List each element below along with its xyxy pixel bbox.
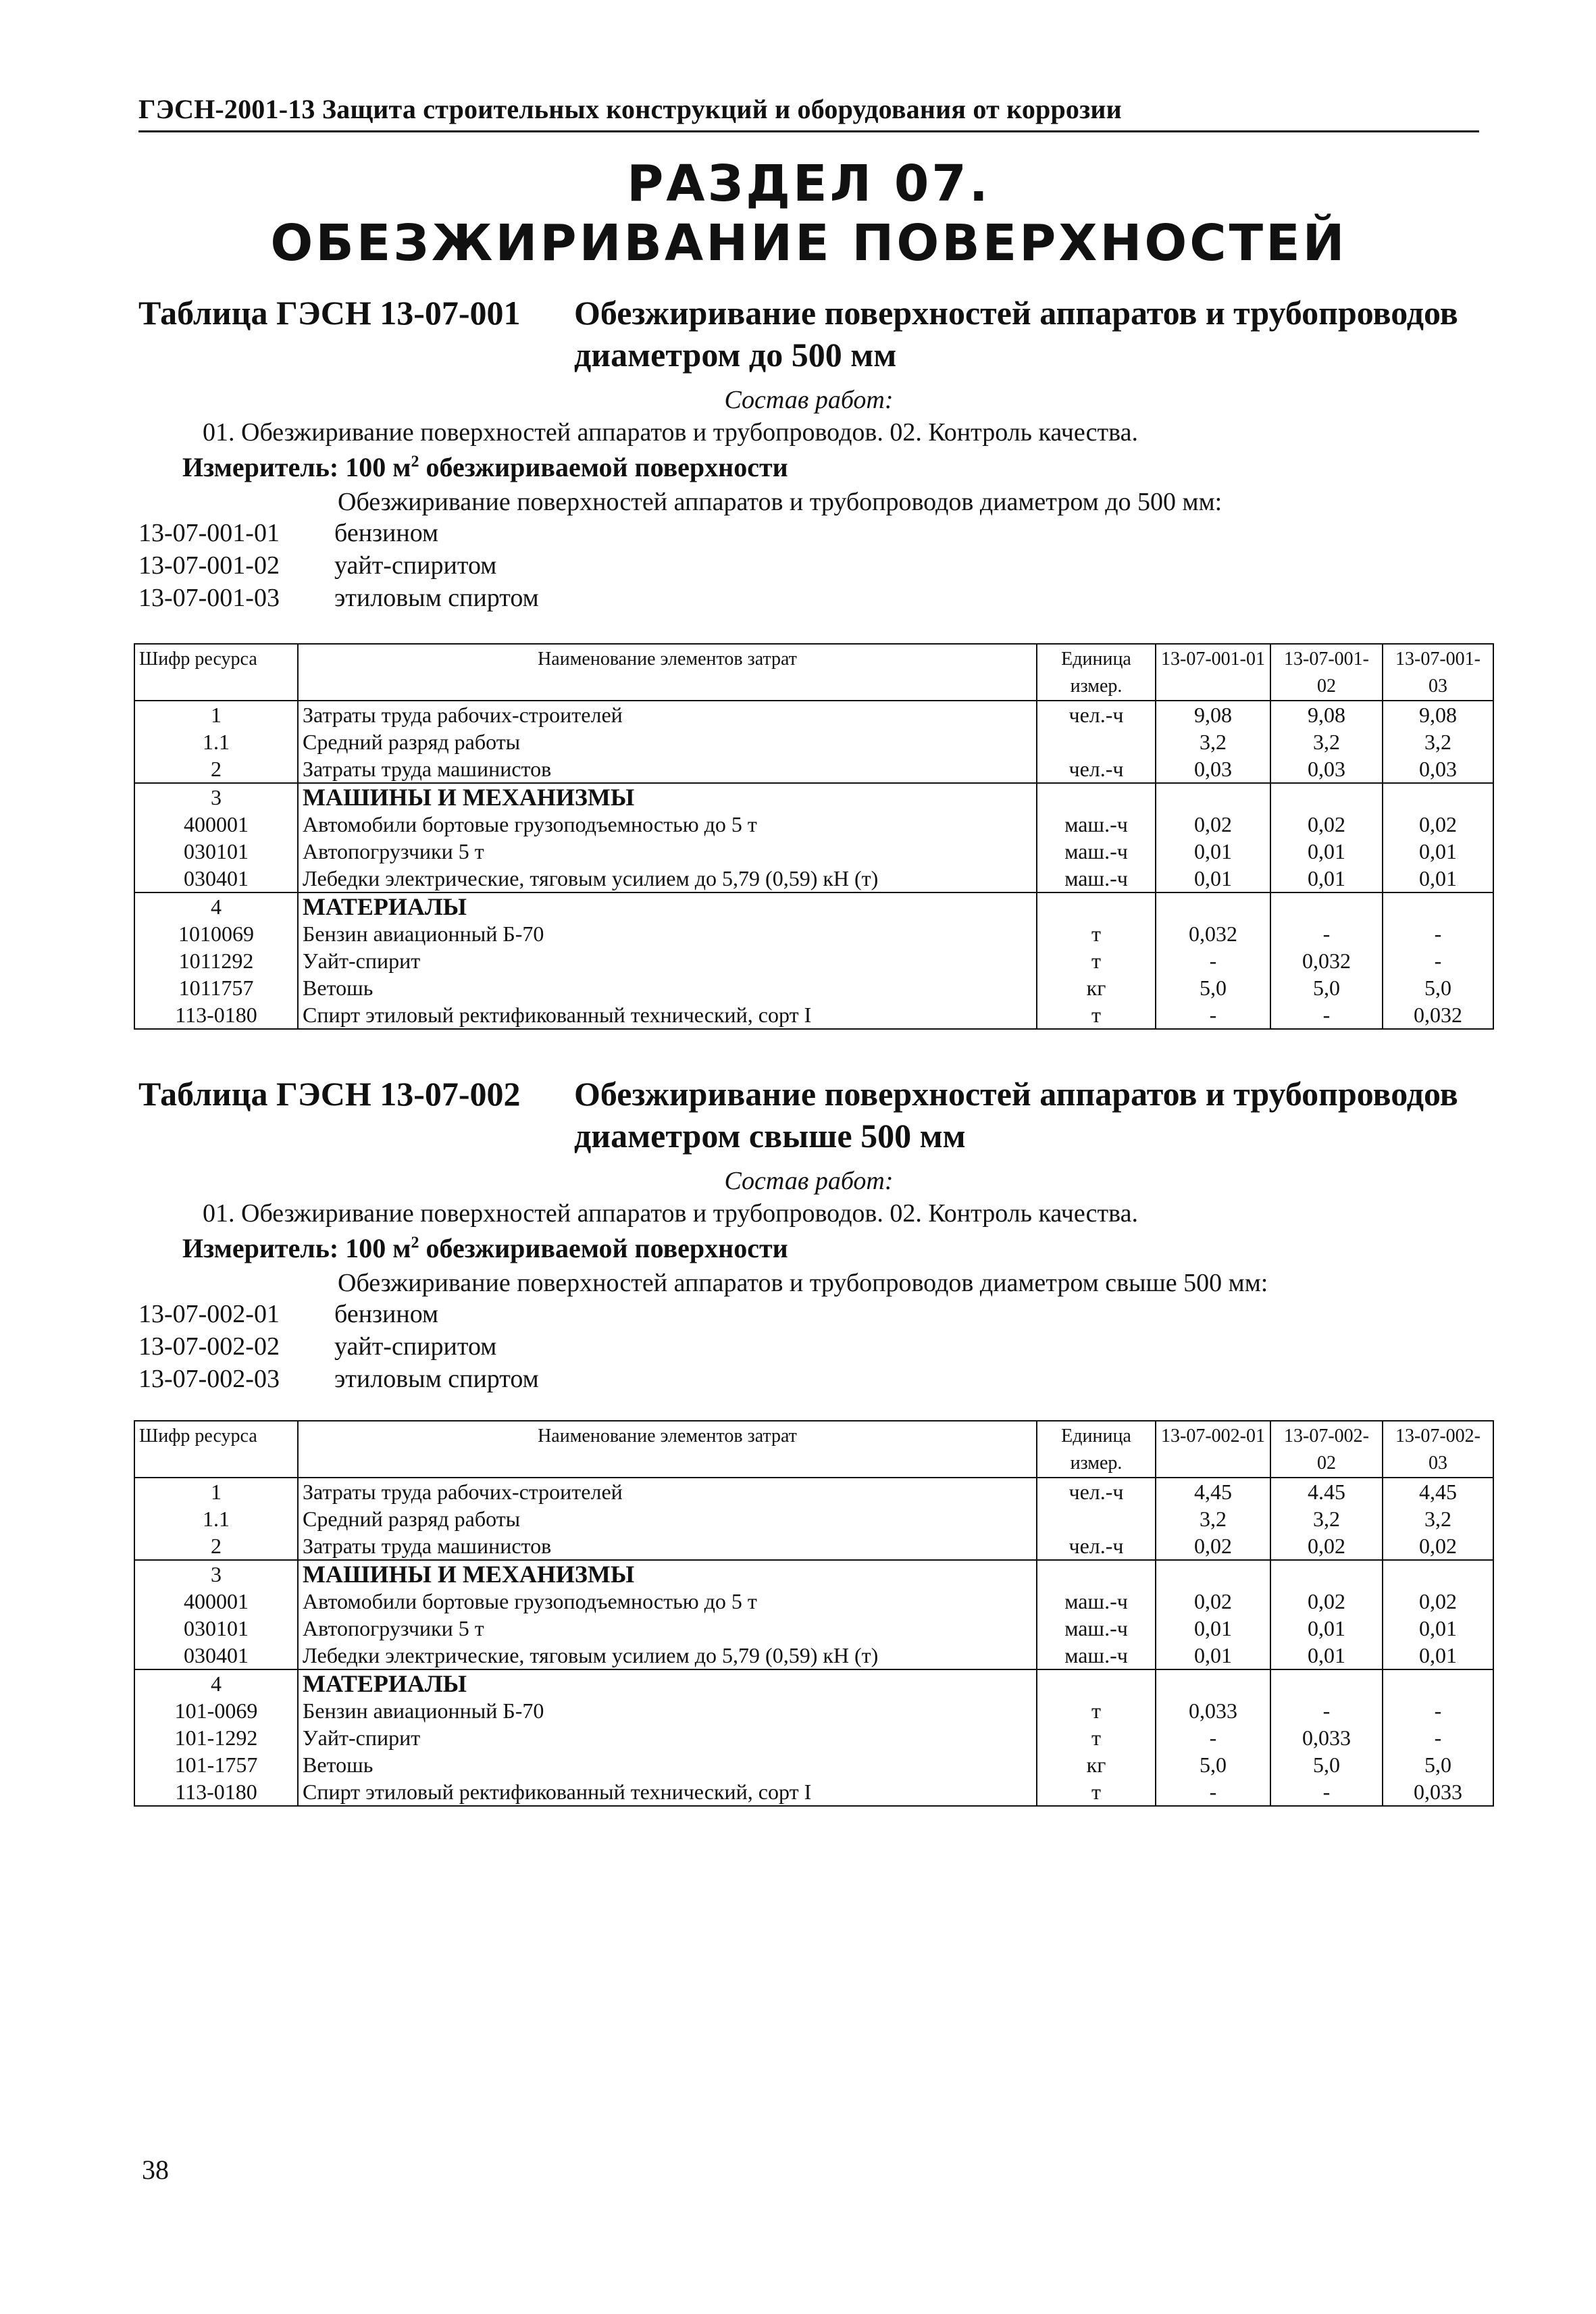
cell-name: Спирт этиловый ректификованный технический, сорт I: [298, 1778, 1037, 1806]
table-row: [134, 1505, 1493, 1532]
variant-code: 13-07-001-02: [138, 551, 280, 580]
cell-value: 0,01: [1270, 1615, 1383, 1642]
table-2-variant: [138, 1298, 1479, 1330]
cell-unit: маш.-ч: [1037, 1615, 1156, 1642]
cell-value: 3,2: [1383, 728, 1493, 755]
cell-value: 0,01: [1383, 865, 1493, 892]
variant-name: этиловым спиртом: [334, 584, 539, 612]
cell-name: Средний разряд работы: [298, 728, 1037, 755]
cell-value: -: [1383, 947, 1493, 974]
table-section-row: [134, 892, 1493, 920]
cell-value: 0,02: [1270, 1588, 1383, 1615]
cell-code: 3: [134, 783, 298, 811]
table-row: [134, 1697, 1493, 1724]
cell-unit: маш.-ч: [1037, 1588, 1156, 1615]
cell-value: 0,02: [1156, 1588, 1270, 1615]
header-code: Шифр ресурса: [134, 644, 298, 701]
cell-section-name: МАШИНЫ И МЕХАНИЗМЫ: [298, 1560, 1037, 1588]
table-2-work-text: 01. Обезжиривание поверхностей аппаратов и трубопроводов. 02. Контроль качества.: [203, 1199, 1138, 1228]
cell-value: -: [1270, 1697, 1383, 1724]
cell-section-name: МАТЕРИАЛЫ: [298, 892, 1037, 920]
cell-value: 0,01: [1270, 1642, 1383, 1669]
table-row: [134, 811, 1493, 838]
cell-unit: кг: [1037, 974, 1156, 1001]
meter-suffix: обезжириваемой поверхности: [419, 452, 788, 482]
page-header: ГЭСН-2001-13 Защита строительных конструкций и оборудования от коррозии: [138, 93, 1479, 132]
cell-value: -: [1383, 920, 1493, 947]
meter-suffix: обезжириваемой поверхности: [419, 1233, 788, 1263]
meter-prefix: Измеритель: 100 м: [182, 452, 411, 482]
table-row: [134, 1532, 1493, 1560]
cell-unit: кг: [1037, 1751, 1156, 1778]
table-2-header-block: [138, 1073, 1479, 1395]
cell-value: [1383, 892, 1493, 920]
resource-table-1: [134, 643, 1494, 1030]
table-1-work-text: 01. Обезжиривание поверхностей аппаратов и трубопроводов. 02. Контроль качества.: [203, 418, 1138, 447]
cell-value: 0,02: [1383, 1532, 1493, 1560]
table-1-header-block: [138, 292, 1479, 614]
variant-name: бензином: [334, 519, 439, 547]
table-1-code: Таблица ГЭСН 13-07-001: [138, 294, 521, 332]
cell-code: 2: [134, 755, 298, 783]
table-1-title-row: [138, 292, 1479, 376]
cell-unit: т: [1037, 1697, 1156, 1724]
header-name: Наименование элементов затрат: [298, 644, 1037, 701]
cell-value: [1156, 1560, 1270, 1588]
cell-value: 5,0: [1156, 974, 1270, 1001]
cell-code: 101-1292: [134, 1724, 298, 1751]
cell-value: 0,01: [1383, 1642, 1493, 1669]
table-row: [134, 1642, 1493, 1669]
cell-unit: [1037, 1560, 1156, 1588]
cell-value: 0,032: [1156, 920, 1270, 947]
cell-code: 1010069: [134, 920, 298, 947]
cell-code: 1011292: [134, 947, 298, 974]
header-code: Шифр ресурса: [134, 1421, 298, 1478]
cell-name: Затраты труда рабочих-строителей: [298, 1478, 1037, 1505]
cell-value: -: [1270, 1001, 1383, 1029]
table-2-title: Обезжиривание поверхностей аппаратов и трубопроводов диаметром свыше 500 мм: [574, 1075, 1458, 1155]
cell-value: 3,2: [1156, 728, 1270, 755]
cell-value: 0,01: [1156, 1642, 1270, 1669]
table-2-title-row: [138, 1073, 1479, 1157]
cell-value: 3,2: [1270, 728, 1383, 755]
cell-value: -: [1270, 1778, 1383, 1806]
table-header-row: [134, 1421, 1493, 1478]
cell-code: 030401: [134, 1642, 298, 1669]
cell-name: Затраты труда машинистов: [298, 1532, 1037, 1560]
cell-value: [1383, 783, 1493, 811]
table-row: [134, 865, 1493, 892]
cell-value: 0,03: [1270, 755, 1383, 783]
header-unit: Единица измер.: [1037, 644, 1156, 701]
table-row: [134, 1724, 1493, 1751]
header-col-3: 13-07-002-03: [1383, 1421, 1493, 1478]
cell-unit: чел.-ч: [1037, 1532, 1156, 1560]
cell-unit: чел.-ч: [1037, 755, 1156, 783]
cell-value: -: [1156, 1001, 1270, 1029]
table-section-row: [134, 1669, 1493, 1697]
cell-value: 0,03: [1383, 755, 1493, 783]
cell-code: 400001: [134, 1588, 298, 1615]
variant-code: 13-07-002-03: [138, 1365, 280, 1393]
cell-value: 0,01: [1156, 1615, 1270, 1642]
table-row: [134, 755, 1493, 783]
table-section-row: [134, 783, 1493, 811]
cell-code: 4: [134, 1669, 298, 1697]
cell-unit: т: [1037, 947, 1156, 974]
table-row: [134, 974, 1493, 1001]
table-2-meter: [182, 1232, 1479, 1264]
cell-unit: т: [1037, 1001, 1156, 1029]
cell-code: 113-0180: [134, 1778, 298, 1806]
table-2-variant: [138, 1363, 1479, 1395]
cell-value: 3,2: [1383, 1505, 1493, 1532]
cell-value: 5,0: [1383, 1751, 1493, 1778]
cell-value: 5,0: [1270, 974, 1383, 1001]
cell-value: 9,08: [1383, 701, 1493, 728]
cell-value: [1156, 892, 1270, 920]
cell-unit: маш.-ч: [1037, 811, 1156, 838]
table-1-meter: [182, 451, 1479, 483]
cell-unit: чел.-ч: [1037, 1478, 1156, 1505]
cell-name: Спирт этиловый ректификованный технический, сорт I: [298, 1001, 1037, 1029]
cell-code: 4: [134, 892, 298, 920]
cell-code: 1: [134, 701, 298, 728]
table-section-row: [134, 1560, 1493, 1588]
cell-name: Бензин авиационный Б-70: [298, 1697, 1037, 1724]
cell-value: 4,45: [1156, 1478, 1270, 1505]
table-1-variant: [138, 517, 1479, 549]
variant-name: этиловым спиртом: [334, 1365, 539, 1393]
header-col-1: 13-07-002-01: [1156, 1421, 1270, 1478]
cell-value: 0,033: [1270, 1724, 1383, 1751]
cell-code: 400001: [134, 811, 298, 838]
meter-prefix: Измеритель: 100 м: [182, 1233, 411, 1263]
cell-unit: [1037, 783, 1156, 811]
cell-value: 0,02: [1270, 811, 1383, 838]
table-row: [134, 728, 1493, 755]
cell-name: Затраты труда рабочих-строителей: [298, 701, 1037, 728]
cell-value: 0,032: [1383, 1001, 1493, 1029]
cell-name: Автопогрузчики 5 т: [298, 838, 1037, 865]
section-number: РАЗДЕЛ 07.: [627, 155, 991, 213]
cell-unit: т: [1037, 1778, 1156, 1806]
variant-code: 13-07-002-02: [138, 1332, 280, 1361]
table-header-row: [134, 644, 1493, 701]
cell-value: 0,01: [1270, 838, 1383, 865]
table-row: [134, 701, 1493, 728]
cell-unit: [1037, 1505, 1156, 1532]
table-row: [134, 1615, 1493, 1642]
cell-unit: т: [1037, 1724, 1156, 1751]
header-name: Наименование элементов затрат: [298, 1421, 1037, 1478]
cell-value: [1156, 783, 1270, 811]
cell-value: 3,2: [1270, 1505, 1383, 1532]
table-row: [134, 947, 1493, 974]
cell-name: Лебедки электрические, тяговым усилием до 5,79 (0,59) кН (т): [298, 865, 1037, 892]
variant-name: уайт-спиритом: [334, 551, 497, 580]
cell-value: 0,02: [1270, 1532, 1383, 1560]
cell-value: 5,0: [1156, 1751, 1270, 1778]
variant-name: уайт-спиритом: [334, 1332, 497, 1361]
cell-code: 030101: [134, 838, 298, 865]
cell-value: 0,02: [1383, 1588, 1493, 1615]
cell-value: -: [1383, 1697, 1493, 1724]
table-row: [134, 1001, 1493, 1029]
table-row: [134, 1478, 1493, 1505]
cell-value: -: [1156, 947, 1270, 974]
variant-name: бензином: [334, 1300, 439, 1328]
cell-code: 113-0180: [134, 1001, 298, 1029]
table-2-variant: [138, 1330, 1479, 1363]
cell-name: Ветошь: [298, 974, 1037, 1001]
cell-name: Автопогрузчики 5 т: [298, 1615, 1037, 1642]
cell-unit: [1037, 1669, 1156, 1697]
cell-name: Автомобили бортовые грузоподъемностью до 5 т: [298, 1588, 1037, 1615]
cell-code: 2: [134, 1532, 298, 1560]
header-col-3: 13-07-001-03: [1383, 644, 1493, 701]
cell-code: 1.1: [134, 1505, 298, 1532]
table-1-variant: [138, 582, 1479, 614]
table-2-work-label: Состав работ:: [724, 1167, 894, 1195]
cell-value: [1383, 1669, 1493, 1697]
cell-unit: чел.-ч: [1037, 701, 1156, 728]
variant-code: 13-07-001-03: [138, 584, 280, 612]
cell-name: Ветошь: [298, 1751, 1037, 1778]
cell-value: 5,0: [1270, 1751, 1383, 1778]
cell-value: 0,032: [1270, 947, 1383, 974]
table-1-title: Обезжиривание поверхностей аппаратов и трубопроводов диаметром до 500 мм: [574, 294, 1458, 374]
cell-code: 030401: [134, 865, 298, 892]
header-col-1: 13-07-001-01: [1156, 644, 1270, 701]
cell-code: 101-1757: [134, 1751, 298, 1778]
cell-name: Бензин авиационный Б-70: [298, 920, 1037, 947]
cell-section-name: МАТЕРИАЛЫ: [298, 1669, 1037, 1697]
cell-value: 0,02: [1156, 811, 1270, 838]
cell-value: 0,01: [1156, 865, 1270, 892]
cell-value: 9,08: [1156, 701, 1270, 728]
cell-unit: маш.-ч: [1037, 838, 1156, 865]
cell-unit: [1037, 728, 1156, 755]
cell-value: -: [1270, 920, 1383, 947]
cell-name: Автомобили бортовые грузоподъемностью до 5 т: [298, 811, 1037, 838]
cell-code: 1: [134, 1478, 298, 1505]
cell-code: 3: [134, 1560, 298, 1588]
variant-code: 13-07-001-01: [138, 519, 280, 547]
cell-value: 0,02: [1383, 811, 1493, 838]
cell-unit: т: [1037, 920, 1156, 947]
cell-value: 0,01: [1156, 838, 1270, 865]
cell-value: 0,02: [1156, 1532, 1270, 1560]
section-name: ОБЕЗЖИРИВАНИЕ ПОВЕРХНОСТЕЙ: [270, 214, 1347, 272]
cell-value: 0,01: [1270, 865, 1383, 892]
cell-code: 1011757: [134, 974, 298, 1001]
table-row: [134, 920, 1493, 947]
cell-name: Затраты труда машинистов: [298, 755, 1037, 783]
table-1-work-label: Состав работ:: [724, 386, 894, 414]
table-row: [134, 1778, 1493, 1806]
cell-value: [1383, 1560, 1493, 1588]
header-col-2: 13-07-001-02: [1270, 644, 1383, 701]
cell-value: -: [1383, 1724, 1493, 1751]
cell-value: 0,01: [1383, 1615, 1493, 1642]
cell-code: 030101: [134, 1615, 298, 1642]
cell-value: -: [1156, 1778, 1270, 1806]
cell-unit: [1037, 892, 1156, 920]
section-title: [138, 154, 1479, 273]
cell-value: 0,033: [1156, 1697, 1270, 1724]
cell-unit: маш.-ч: [1037, 865, 1156, 892]
cell-value: [1270, 1669, 1383, 1697]
cell-name: Уайт-спирит: [298, 947, 1037, 974]
cell-value: [1270, 892, 1383, 920]
page-number: 38: [142, 2155, 169, 2185]
variant-code: 13-07-002-01: [138, 1300, 280, 1328]
table-1-intro: Обезжиривание поверхностей аппаратов и трубопроводов диаметром до 500 мм:: [338, 488, 1222, 516]
header-col-2: 13-07-002-02: [1270, 1421, 1383, 1478]
cell-name: Уайт-спирит: [298, 1724, 1037, 1751]
meter-sup: 2: [411, 453, 419, 471]
cell-name: Средний разряд работы: [298, 1505, 1037, 1532]
table-1-variant: [138, 549, 1479, 582]
cell-value: 3,2: [1156, 1505, 1270, 1532]
table-row: [134, 838, 1493, 865]
cell-unit: маш.-ч: [1037, 1642, 1156, 1669]
cell-name: Лебедки электрические, тяговым усилием до 5,79 (0,59) кН (т): [298, 1642, 1037, 1669]
table-row: [134, 1588, 1493, 1615]
cell-section-name: МАШИНЫ И МЕХАНИЗМЫ: [298, 783, 1037, 811]
cell-value: 0,01: [1383, 838, 1493, 865]
cell-value: -: [1156, 1724, 1270, 1751]
cell-value: [1270, 783, 1383, 811]
cell-code: 1.1: [134, 728, 298, 755]
table-2-intro: Обезжиривание поверхностей аппаратов и трубопроводов диаметром свыше 500 мм:: [338, 1269, 1268, 1297]
cell-code: 101-0069: [134, 1697, 298, 1724]
resource-table-2: [134, 1420, 1494, 1807]
cell-value: 5,0: [1383, 974, 1493, 1001]
cell-value: 4.45: [1270, 1478, 1383, 1505]
table-row: [134, 1751, 1493, 1778]
meter-sup: 2: [411, 1234, 419, 1252]
cell-value: 0,033: [1383, 1778, 1493, 1806]
cell-value: [1156, 1669, 1270, 1697]
header-unit: Единица измер.: [1037, 1421, 1156, 1478]
cell-value: 0,03: [1156, 755, 1270, 783]
cell-value: 4,45: [1383, 1478, 1493, 1505]
table-2-code: Таблица ГЭСН 13-07-002: [138, 1075, 521, 1113]
cell-value: 9,08: [1270, 701, 1383, 728]
cell-value: [1270, 1560, 1383, 1588]
